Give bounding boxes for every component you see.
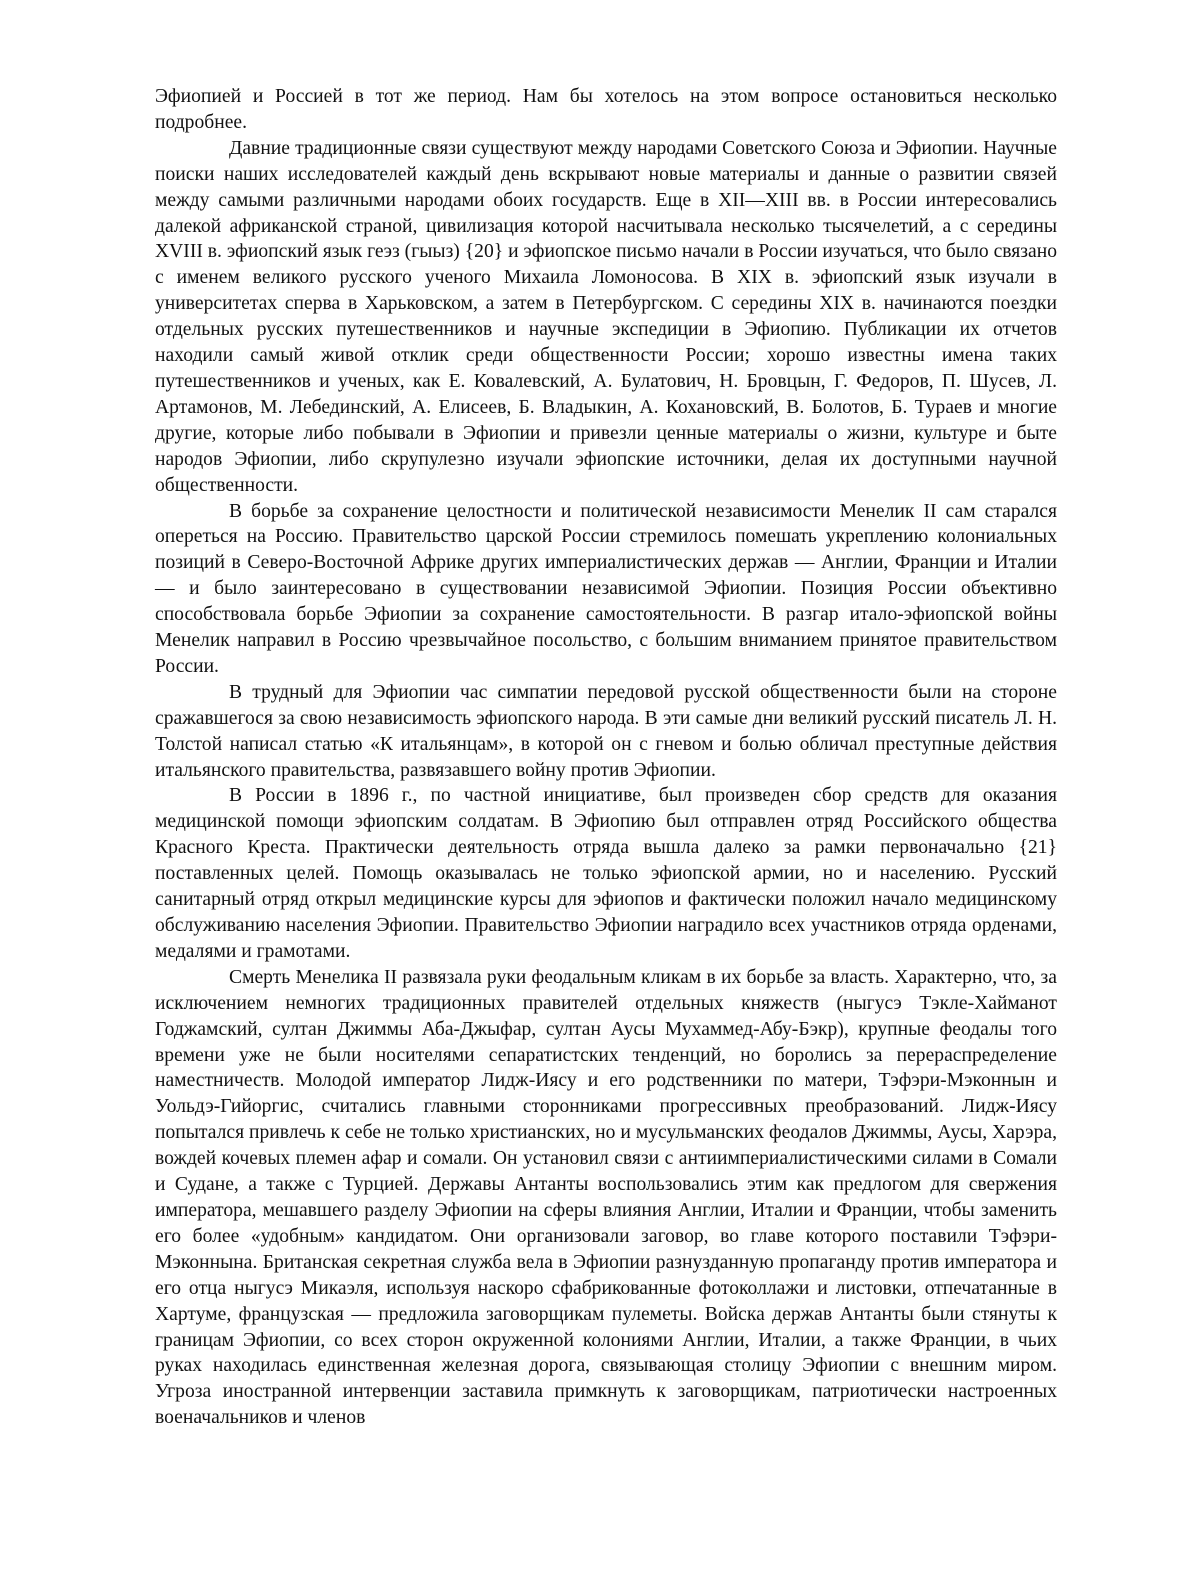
paragraph-death-of-menelik: Смерть Менелика II развязала руки феодальным кликам в их борьбе за власть. Характерно, что, за исключением немногих традиционных правителей отдельных княжеств (ныгусэ Тэкле-Хайманот Годжамский, султан Джиммы Аба-Джыфар, султан Аусы Мухаммед-Абу-Бэкр), крупные феодалы того времени уже не были носителями сепаратистских тенденций, но боролись за перераспределение наместничеств. Молодой император Лидж-Иясу и его родственники по матери, Тэфэри-Мэконнын и Уольдэ-Гийоргис, считались главными сторонниками прогрессивных преобразований. Лидж-Иясу попытался привлечь к себе не только христианских, но и мусульманских феодалов Джиммы, Аусы, Харэра, вождей кочевых племен афар и сомали. Он установил связи с антиимпериалистическими силами в Сомали и Судане, а также с Турцией. Державы Антанты воспользовались этим как предлогом для свержения императора, мешавшего разделу Эфиопии на сферы влияния Англии, Италии и Франции, чтобы заменить его более «удобным» кандидатом. Они организовали заговор, во главе которого поставили Тэфэри-Мэконнына. Британская секретная служба вела в Эфиопии разнузданную пропаганду против императора и его отца ныгусэ Микаэля, используя наскоро сфабрикованные фотоколлажи и листовки, отпечатанные в Хартуме, французская — предложила заговорщикам пулеметы. Войска держав Антанты были стянуты к границам Эфиопии, со всех сторон окруженной колониями Англии, Италии, а также Франции, в чьих руках находилась единственная железная дорога, связывающая столицу Эфиопии с внешним миром. Угроза иностранной интервенции заставила примкнуть к заговорщикам, патриотически настроенных военачальников и членов [155, 966, 1057, 1429]
paragraph-traditional-ties: Давние традиционные связи существуют между народами Советского Союза и Эфиопии. Научные поиски наших исследователей каждый день вскрывают новые материалы и данные о развитии связей между самыми различными народами обоих государств. Еще в XII—XIII вв. в России интересовались далекой африканской страной, цивилизация которой насчитывала несколько тысячелетий, а с середины XVIII в. эфиопский язык геэз (гыыз) {20} и эфиопское письмо начали в России изучаться, что было связано с именем великого русского ученого Михаила Ломоносова. В XIX в. эфиопский язык изучали в университетах сперва в Харьковском, а затем в Петербургском. С середины XIX в. начинаются поездки отдельных русских путешественников и научные экспедиции в Эфиопию. Публикации их отчетов находили самый живой отклик среди общественности России; хорошо известны имена таких путешественников и ученых, как Е. Ковалевский, А. Булатович, Н. Бровцын, Г. Федоров, П. Шусев, Л. Артамонов, М. Лебединский, А. Елисеев, Б. Владыкин, А. Кохановский, В. Болотов, Б. Тураев и многие другие, которые либо побывали в Эфиопии и привезли ценные материалы о жизни, культуре и быте народов Эфиопии, либо скрупулезно изучали эфиопские источники, делая их доступными научной общественности. [155, 137, 1057, 496]
paragraph-continuation: Эфиопией и Россией в тот же период. Нам бы хотелось на этом вопросе остановиться несколько подробнее. [155, 86, 1057, 133]
paragraph-tolstoy: В трудный для Эфиопии час симпатии передовой русской общественности были на стороне сражавшегося за свою независимость эфиопского народа. В эти самые дни великий русский писатель Л. Н. Толстой написал статью «К итальянцам», в которой он с гневом и болью обличал преступные действия итальянского правительства, развязавшего войну против Эфиопии. [155, 681, 1057, 781]
document-page [155, 84, 1057, 1431]
paragraph-red-cross: В России в 1896 г., по частной инициативе, был произведен сбор средств для оказания медицинской помощи эфиопским солдатам. В Эфиопию был отправлен отряд Российского общества Красного Креста. Практически деятельность отряда вышла далеко за рамки первоначально {21} поставленных целей. Помощь оказывалась не только эфиопской армии, но и населению. Русский санитарный отряд открыл медицинские курсы для эфиопов и фактически положил начало медицинскому обслуживанию населения Эфиопии. Правительство Эфиопии наградило всех участников отряда орденами, медалями и грамотами. [155, 785, 1057, 962]
paragraph-menelik-russia: В борьбе за сохранение целостности и политической независимости Менелик II сам старался опереться на Россию. Правительство царской России стремилось помешать укреплению колониальных позиций в Северо-Восточной Африке других империалистических держав — Англии, Франции и Италии — и было заинтересовано в существовании независимой Эфиопии. Позиция России объективно способствовала борьбе Эфиопии за сохранение самостоятельности. В разгар итало-эфиопской войны Менелик направил в Россию чрезвычайное посольство, с большим вниманием принятое правительством России. [155, 500, 1057, 677]
